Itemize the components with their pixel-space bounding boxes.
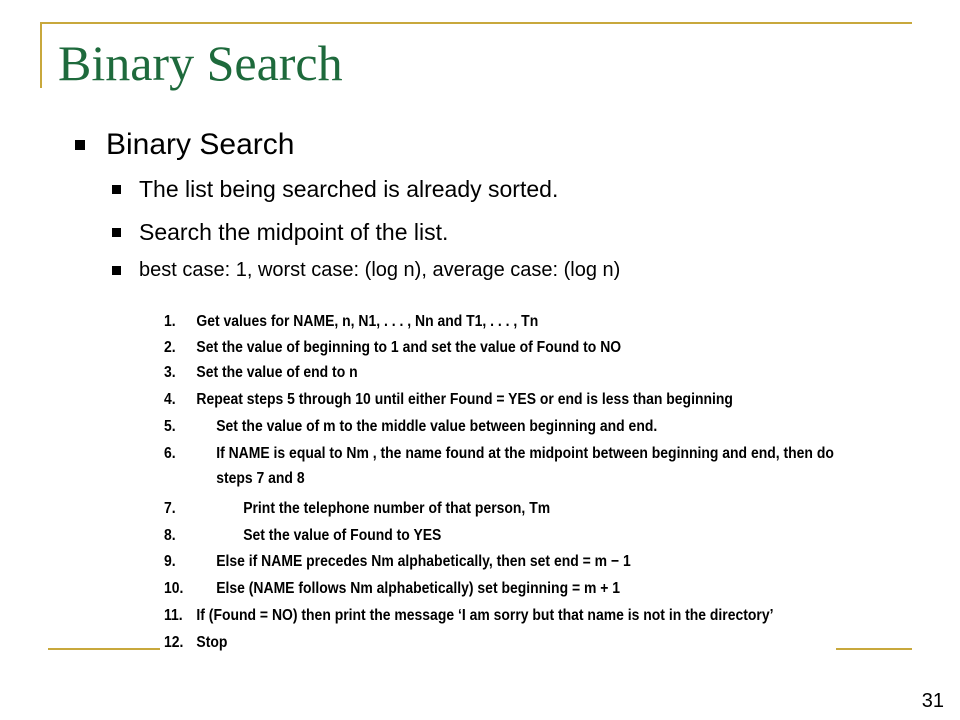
step-text: Stop <box>196 634 228 651</box>
frame-top-rule <box>40 22 912 24</box>
step-number: 9. <box>164 553 176 570</box>
sub-bullet <box>112 176 558 203</box>
step-text: If (Found = NO) then print the message ‘I am sorry but that name is not in the directory’ <box>196 607 774 624</box>
step-text: Print the telephone number of that person, Tm <box>243 500 551 517</box>
step-text: Repeat steps 5 through 10 until either Found = YES or end is less than beginning <box>196 391 733 408</box>
step-text: Set the value of beginning to 1 and set the value of Found to NO <box>196 339 622 356</box>
step-text: Get values for NAME, n, N1, . . . , Nn and T1, . . . , Tn <box>196 313 539 330</box>
step-number: 12. <box>164 634 184 651</box>
slide-number: 31 <box>921 690 944 712</box>
sub-bullet-text: best case: 1, worst case: (log n), average case: (log n) <box>139 259 621 281</box>
step-number: 6. <box>164 445 176 462</box>
square-bullet-icon <box>75 140 85 150</box>
step-text: Else (NAME follows Nm alphabetically) set beginning = m + 1 <box>216 580 621 597</box>
step-text: Else if NAME precedes Nm alphabetically, then set end = m − 1 <box>216 553 631 570</box>
sub-bullet-text: Search the midpoint of the list. <box>139 219 449 245</box>
bullet-main-text: Binary Search <box>106 128 295 161</box>
step-number: 5. <box>164 418 176 435</box>
frame-bottom-right-rule <box>836 648 912 650</box>
sub-bullet <box>112 219 448 246</box>
step-number: 3. <box>164 364 176 381</box>
slide-title: Binary Search <box>58 35 343 91</box>
frame-bottom-left-rule <box>48 648 160 650</box>
step-number: 1. <box>164 313 176 330</box>
step-text: If NAME is equal to Nm , the name found at the midpoint between beginning and end, then do <box>216 445 834 462</box>
algorithm-listing <box>164 306 834 656</box>
step-number: 8. <box>164 527 176 544</box>
step-number: 10. <box>164 580 184 597</box>
square-bullet-icon <box>112 266 121 275</box>
sub-bullet-text: The list being searched is already sorted. <box>139 176 559 202</box>
sub-bullet <box>112 259 620 282</box>
step-number: 2. <box>164 339 176 356</box>
step-continuation-text: steps 7 and 8 <box>216 470 305 487</box>
frame-left-rule <box>40 22 42 88</box>
square-bullet-icon <box>112 185 121 194</box>
step-number: 4. <box>164 391 176 408</box>
square-bullet-icon <box>112 228 121 237</box>
bullet-main <box>75 128 294 162</box>
step-number: 7. <box>164 500 176 517</box>
step-text: Set the value of end to n <box>196 364 358 381</box>
step-number: 11. <box>164 607 183 624</box>
step-text: Set the value of Found to YES <box>243 527 442 544</box>
step-text: Set the value of m to the middle value between beginning and end. <box>216 418 658 435</box>
